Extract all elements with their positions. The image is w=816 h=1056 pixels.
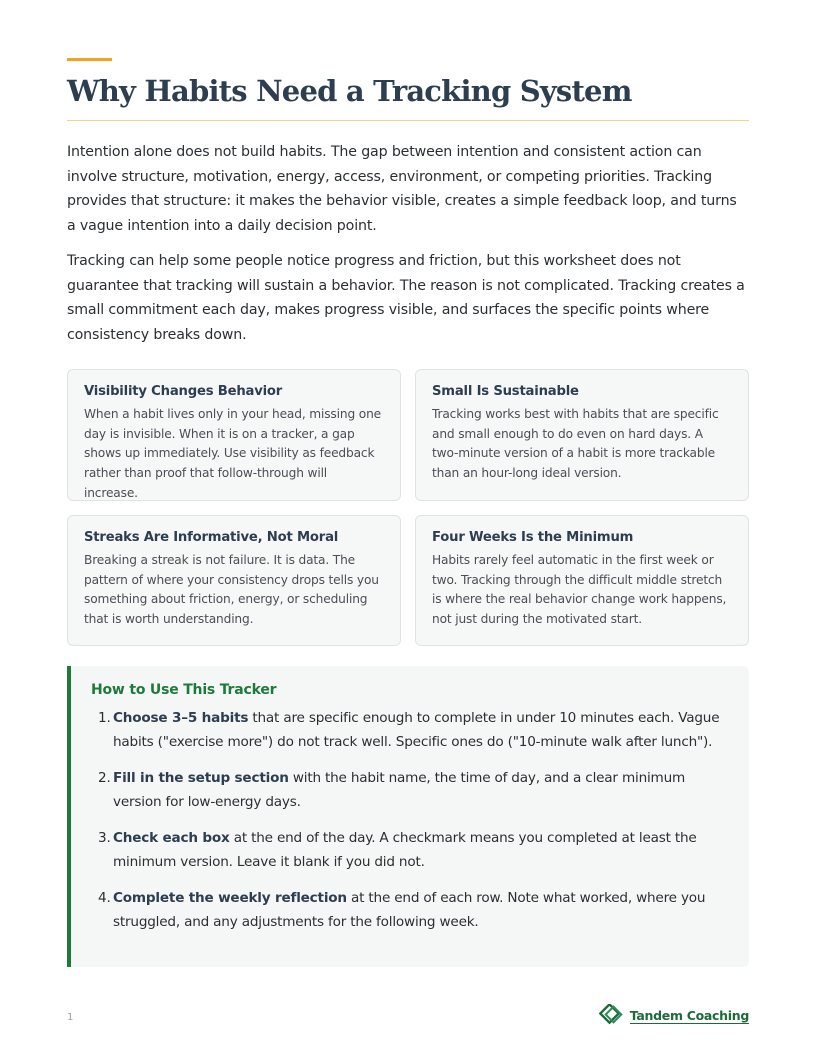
- how-to-step: [91, 707, 729, 754]
- step-text: at the end of the day. A checkmark means you completed at least the minimum version. Leave it blank if you did not.: [113, 830, 697, 870]
- page-title: Why Habits Need a Tracking System: [67, 74, 632, 108]
- info-card-streaks: [67, 515, 401, 646]
- step-text: that are specific enough to complete in under 10 minutes each. Vague habits ("exercise more") do not track well. Specific ones do ("10-minute walk after lunch").: [113, 710, 720, 750]
- how-to-step: [91, 827, 729, 874]
- info-card-visibility: [67, 369, 401, 501]
- how-to-steps-list: [91, 707, 729, 934]
- step-text: at the end of each row. Note what worked, where you struggled, and any adjustments for the following week.: [113, 890, 706, 930]
- step-number: 1.: [98, 710, 111, 726]
- card-body: Tracking works best with habits that are specific and small enough to do even on hard days. A two-minute version of a habit is more trackable than an hour-long ideal version.: [432, 407, 719, 481]
- how-to-use-callout: [67, 666, 749, 967]
- step-bold-lead: Check each box: [113, 830, 230, 846]
- intro-paragraph-1: Intention alone does not build habits. The gap between intention and consistent action can involve structure, motivation, energy, access, environment, or competing priorities. Tracking provides that structure: it makes the behavior visible, creates a simple feedback loop, and turns a vague intention into a daily decision point.: [67, 144, 737, 235]
- card-title: Small Is Sustainable: [432, 384, 579, 399]
- card-title: Streaks Are Informative, Not Moral: [84, 530, 339, 545]
- step-number: 2.: [98, 770, 111, 786]
- step-bold-lead: Choose 3–5 habits: [113, 710, 249, 726]
- intro-paragraph-2: Tracking can help some people notice progress and friction, but this worksheet does not guarantee that tracking will sustain a behavior. The reason is not complicated. Tracking creates a small commitment each day, makes progress visible, and surfaces the specific points where consistency breaks down.: [67, 253, 745, 344]
- brand-name: Tandem Coaching: [629, 1008, 749, 1023]
- diamond-logo-icon: [599, 1004, 625, 1028]
- step-number: 4.: [98, 890, 111, 906]
- card-body: When a habit lives only in your head, missing one day is invisible. When it is on a tracker, a gap shows up immediately. Use visibility as feedback rather than proof that follow-through will increase.: [84, 407, 381, 500]
- card-body: Breaking a streak is not failure. It is data. The pattern of where your consistency drops tells you something about friction, energy, or scheduling that is worth understanding.: [84, 553, 379, 627]
- how-to-step: [91, 767, 729, 814]
- info-card-four-weeks: [415, 515, 749, 646]
- card-title: Visibility Changes Behavior: [84, 384, 283, 399]
- how-to-title: How to Use This Tracker: [91, 682, 277, 698]
- how-to-step: [91, 887, 729, 934]
- card-title: Four Weeks Is the Minimum: [432, 530, 634, 545]
- card-body: Habits rarely feel automatic in the first week or two. Tracking through the difficult middle stretch is where the real behavior change work happens, not just during the motivated start.: [432, 553, 727, 627]
- step-text: with the habit name, the time of day, and a clear minimum version for low-energy days.: [113, 770, 686, 810]
- title-accent-bar: [67, 58, 112, 61]
- step-bold-lead: Complete the weekly reflection: [113, 890, 347, 906]
- info-card-small-sustainable: [415, 369, 749, 501]
- page-number: 1: [67, 1012, 74, 1023]
- step-bold-lead: Fill in the setup section: [113, 770, 289, 786]
- step-number: 3.: [98, 830, 111, 846]
- brand-logo: [599, 1004, 749, 1028]
- title-divider: [67, 120, 749, 121]
